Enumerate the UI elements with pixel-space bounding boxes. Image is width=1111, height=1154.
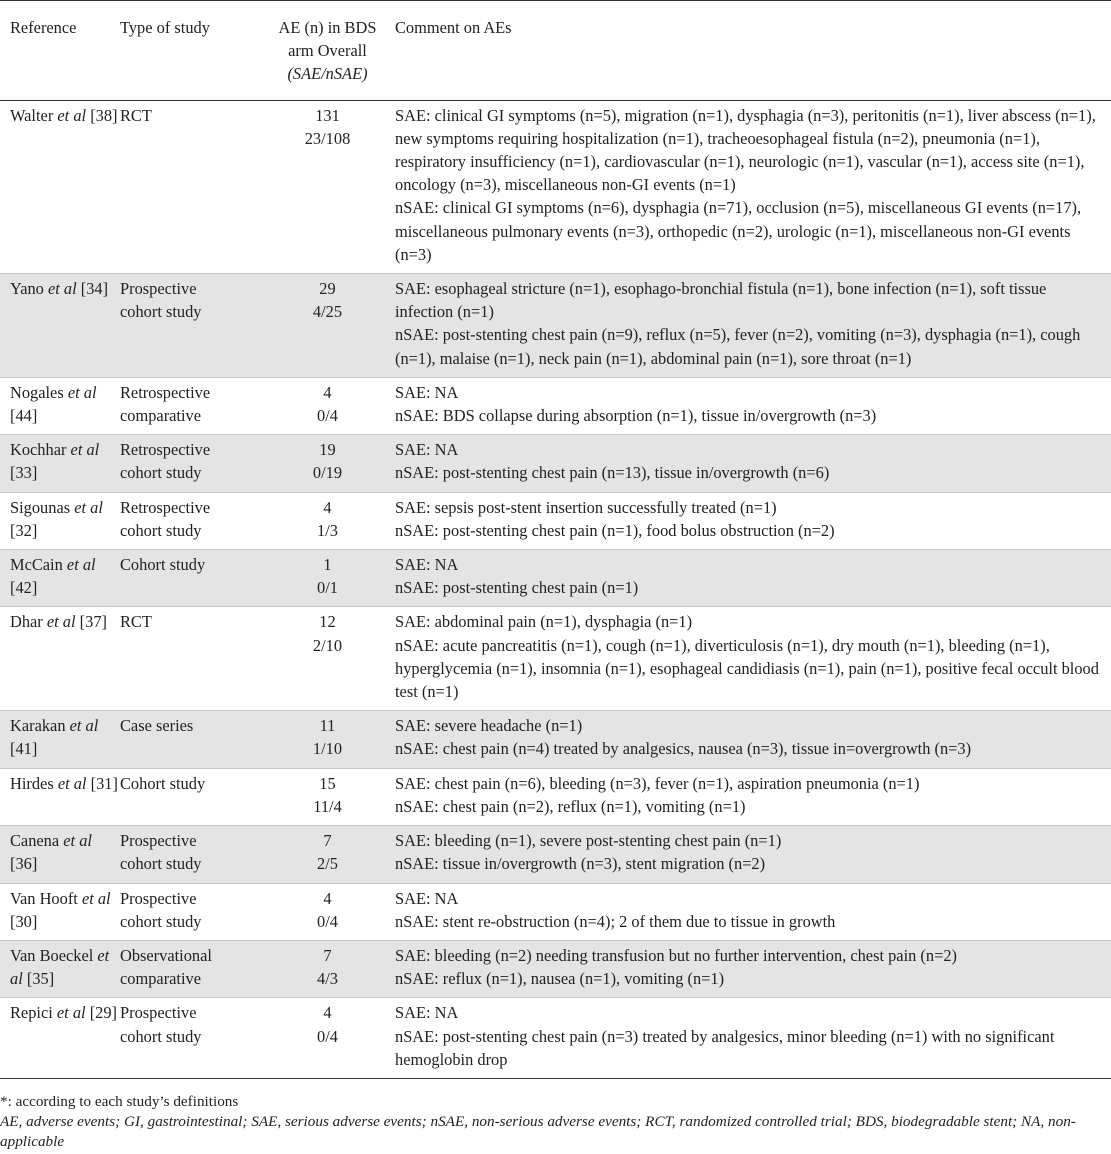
cell-comment [395, 768, 1111, 825]
comment-sae: SAE: bleeding (n=1), severe post-stenting chest pain (n=1) [395, 831, 782, 851]
ae-overall: 12 [319, 612, 336, 632]
reference-etal: et al [46, 612, 76, 632]
reference-author: Van Boeckel [10, 945, 94, 965]
comment-nsae: nSAE: post-stenting chest pain (n=1), food bolus obstruction (n=2) [395, 520, 835, 540]
comment-nsae: nSAE: post-stenting chest pain (n=1) [395, 578, 639, 598]
comment-sae: SAE: bleeding (n=2) needing transfusion but no further intervention, chest pain (n=2) [395, 945, 957, 965]
study-type-line1: Retrospective [120, 440, 211, 460]
reference-citation: [30] [10, 911, 38, 931]
cell-study-type [120, 550, 260, 607]
comment-sae: SAE: esophageal stricture (n=1), esophago-bronchial fistula (n=1), bone infection (n=1), soft tissue infection (n=1) [395, 279, 1047, 322]
table-row [0, 492, 1111, 549]
reference-citation: [44] [10, 406, 38, 426]
footnote-definition: *: according to each study’s definitions [0, 1093, 239, 1110]
ae-sae-nsae: 1/3 [317, 520, 338, 540]
reference-citation: [41] [10, 739, 38, 759]
comment-sae: SAE: clinical GI symptoms (n=5), migration (n=1), dysphagia (n=3), peritonitis (n=1), liver abscess (n=1), new symptoms requiring hospitalization (n=1), tracheoesophageal fistula (n=2), pneumonia (n=1), respiratory insufficiency (n=1), cardiovascular (n=1), neurologic (n=1), vascular (n=1), access site (n=1), oncology (n=3), miscellaneous non-GI events (n=1) [395, 105, 1096, 195]
footnote-abbreviations: AE, adverse events; GI, gastrointestinal; SAE, serious adverse events; nSAE, non-serious adverse events; RCT, randomized controlled trial; BDS, biodegradable stent; NA, non-applicable [0, 1113, 1076, 1150]
cell-comment [395, 377, 1111, 434]
cell-ae-count [260, 100, 395, 273]
study-type-line1: Cohort study [120, 773, 206, 793]
reference-etal: et al [66, 555, 96, 575]
cell-reference [0, 550, 120, 607]
ae-sae-nsae: 0/4 [317, 911, 338, 931]
ae-sae-nsae: 2/10 [312, 635, 343, 655]
reference-etal: et al [47, 279, 77, 299]
ae-overall: 4 [323, 382, 332, 402]
study-type-line1: RCT [120, 612, 152, 632]
reference-author: Kochhar [10, 440, 67, 460]
ae-overall: 4 [323, 888, 332, 908]
reference-citation: [36] [10, 854, 38, 874]
cell-ae-count [260, 607, 395, 711]
comment-nsae: nSAE: reflux (n=1), nausea (n=1), vomiting (n=1) [395, 969, 725, 989]
cell-study-type [120, 998, 260, 1079]
comment-sae: SAE: NA [395, 382, 459, 402]
comment-sae: SAE: abdominal pain (n=1), dysphagia (n=1) [395, 612, 693, 632]
comment-sae: SAE: NA [395, 555, 459, 575]
reference-etal: et al [56, 1003, 86, 1023]
cell-ae-count [260, 940, 395, 997]
cell-study-type [120, 768, 260, 825]
study-type-line2: cohort study [120, 1026, 202, 1046]
comment-sae: SAE: severe headache (n=1) [395, 716, 583, 736]
header-ae-line2: arm Overall [288, 41, 367, 61]
ae-sae-nsae: 11/4 [313, 796, 342, 816]
ae-sae-nsae: 0/1 [317, 578, 338, 598]
study-type-line1: Cohort study [120, 555, 206, 575]
comment-sae: SAE: sepsis post-stent insertion successfully treated (n=1) [395, 497, 777, 517]
header-ae-line1: AE (n) in BDS [278, 18, 377, 37]
cell-comment [395, 274, 1111, 378]
comment-sae: SAE: NA [395, 440, 459, 460]
study-type-line1: Prospective [120, 279, 197, 299]
reference-citation: [34] [80, 279, 109, 299]
table-row [0, 377, 1111, 434]
reference-etal: et al [57, 105, 87, 125]
reference-citation: [37] [79, 612, 107, 632]
study-type-line1: Retrospective [120, 497, 211, 517]
cell-study-type [120, 607, 260, 711]
reference-author: Karakan [10, 716, 66, 736]
header-reference: Reference [10, 18, 77, 37]
ae-sae-nsae: 4/25 [312, 302, 343, 322]
ae-sae-nsae: 0/4 [317, 406, 338, 426]
cell-reference [0, 826, 120, 883]
ae-overall: 7 [323, 945, 332, 965]
study-type-line1: Prospective [120, 831, 197, 851]
header-ae-count [260, 1, 395, 101]
reference-etal: et al [63, 831, 92, 851]
table-row [0, 274, 1111, 378]
reference-citation: [42] [10, 578, 38, 598]
reference-citation: [33] [10, 463, 38, 483]
study-type-line1: RCT [120, 105, 152, 125]
comment-nsae: nSAE: post-stenting chest pain (n=13), tissue in/overgrowth (n=6) [395, 463, 830, 483]
cell-reference [0, 883, 120, 940]
table-footnotes [0, 1092, 1100, 1152]
table-row [0, 435, 1111, 492]
cell-ae-count [260, 435, 395, 492]
comment-nsae: nSAE: post-stenting chest pain (n=9), reflux (n=5), fever (n=2), vomiting (n=3), dysphagia (n=1), cough (n=1), malaise (n=1), neck pain (n=1), abdominal pain (n=1), sore throat (n=1) [395, 325, 1081, 368]
reference-citation: [29] [89, 1003, 118, 1023]
reference-author: Hirdes [10, 773, 54, 793]
cell-reference [0, 768, 120, 825]
reference-etal: et al [81, 888, 111, 908]
reference-author: Canena [10, 831, 60, 851]
study-type-line2: cohort study [120, 911, 202, 931]
comment-sae: SAE: NA [395, 888, 459, 908]
reference-author: Dhar [10, 612, 43, 632]
cell-comment [395, 435, 1111, 492]
reference-citation: [31] [90, 773, 118, 793]
study-type-line1: Case series [120, 716, 194, 736]
cell-reference [0, 998, 120, 1079]
ae-overall: 11 [319, 716, 336, 736]
ae-overall: 131 [315, 105, 340, 125]
ae-overall: 19 [319, 440, 336, 460]
cell-ae-count [260, 883, 395, 940]
comment-nsae: nSAE: stent re-obstruction (n=4); 2 of them due to tissue in growth [395, 911, 836, 931]
cell-study-type [120, 826, 260, 883]
reference-citation: [35] [26, 969, 55, 989]
comment-nsae: nSAE: tissue in/overgrowth (n=3), stent migration (n=2) [395, 854, 766, 874]
comment-nsae: nSAE: post-stenting chest pain (n=3) treated by analgesics, minor bleeding (n=1) with no significant hemoglobin drop [395, 1026, 1055, 1069]
cell-study-type [120, 711, 260, 768]
comment-nsae: nSAE: chest pain (n=4) treated by analgesics, nausea (n=3), tissue in=overgrowth (n=3) [395, 739, 972, 759]
study-type-line2: cohort study [120, 520, 202, 540]
ae-overall: 29 [319, 279, 336, 299]
header-ae-line3: (SAE/nSAE) [287, 64, 368, 84]
cell-ae-count [260, 711, 395, 768]
reference-author: Yano [10, 279, 44, 299]
reference-author: McCain [10, 555, 63, 575]
cell-reference [0, 377, 120, 434]
reference-etal: et al [10, 945, 110, 989]
table-row [0, 998, 1111, 1079]
study-type-line1: Observational [120, 945, 212, 965]
cell-study-type [120, 274, 260, 378]
cell-study-type [120, 883, 260, 940]
cell-comment [395, 100, 1111, 273]
cell-reference [0, 274, 120, 378]
cell-comment [395, 998, 1111, 1079]
cell-ae-count [260, 274, 395, 378]
study-type-line1: Prospective [120, 888, 197, 908]
table-row [0, 768, 1111, 825]
header-type-of-study: Type of study [120, 18, 210, 37]
reference-etal: et al [74, 497, 103, 517]
reference-citation: [32] [10, 520, 38, 540]
ae-overall: 4 [323, 1003, 332, 1023]
reference-author: Nogales [10, 382, 64, 402]
ae-overall: 1 [323, 555, 332, 575]
table-row [0, 550, 1111, 607]
header-row [0, 1, 1111, 101]
cell-comment [395, 883, 1111, 940]
cell-comment [395, 492, 1111, 549]
ae-overall: 7 [323, 831, 332, 851]
cell-comment [395, 607, 1111, 711]
ae-sae-nsae: 2/5 [317, 854, 338, 874]
table-row [0, 607, 1111, 711]
reference-etal: et al [69, 716, 99, 736]
reference-author: Repici [10, 1003, 53, 1023]
study-type-line2: comparative [120, 969, 202, 989]
cell-ae-count [260, 377, 395, 434]
reference-author: Walter [10, 105, 54, 125]
cell-study-type [120, 377, 260, 434]
cell-comment [395, 940, 1111, 997]
reference-etal: et al [67, 382, 97, 402]
reference-author: Van Hooft [10, 888, 78, 908]
ae-sae-nsae: 0/4 [317, 1026, 338, 1046]
comment-sae: SAE: chest pain (n=6), bleeding (n=3), fever (n=1), aspiration pneumonia (n=1) [395, 773, 920, 793]
cell-ae-count [260, 998, 395, 1079]
cell-reference [0, 100, 120, 273]
reference-etal: et al [70, 440, 100, 460]
cell-comment [395, 711, 1111, 768]
table-row [0, 883, 1111, 940]
cell-ae-count [260, 492, 395, 549]
ae-overall: 4 [323, 497, 332, 517]
study-type-line2: cohort study [120, 854, 202, 874]
header-comment: Comment on AEs [395, 18, 512, 37]
cell-study-type [120, 940, 260, 997]
comment-nsae: nSAE: BDS collapse during absorption (n=1), tissue in/overgrowth (n=3) [395, 406, 877, 426]
cell-reference [0, 940, 120, 997]
cell-study-type [120, 435, 260, 492]
ae-sae-nsae: 4/3 [317, 969, 338, 989]
table-row [0, 940, 1111, 997]
study-type-line2: comparative [120, 406, 202, 426]
reference-etal: et al [57, 773, 87, 793]
ae-sae-nsae: 23/108 [304, 128, 351, 148]
table-row [0, 100, 1111, 273]
comment-nsae: nSAE: acute pancreatitis (n=1), cough (n=1), diverticulosis (n=1), dry mouth (n=1), bleeding (n=1), hyperglycemia (n=1), insomnia (n=1), esophageal candidiasis (n=1), pain (n=1), positive fecal occult blood test (n=1) [395, 635, 1099, 702]
study-type-line2: cohort study [120, 463, 202, 483]
cell-reference [0, 607, 120, 711]
cell-comment [395, 826, 1111, 883]
comment-sae: SAE: NA [395, 1003, 459, 1023]
ae-overall: 15 [319, 773, 336, 793]
comment-nsae: nSAE: chest pain (n=2), reflux (n=1), vomiting (n=1) [395, 796, 746, 816]
cell-study-type [120, 100, 260, 273]
cell-reference [0, 492, 120, 549]
study-type-line2: cohort study [120, 302, 202, 322]
table-row [0, 826, 1111, 883]
ae-sae-nsae: 1/10 [312, 739, 343, 759]
cell-reference [0, 711, 120, 768]
cell-ae-count [260, 768, 395, 825]
ae-sae-nsae: 0/19 [312, 463, 343, 483]
study-type-line1: Prospective [120, 1003, 197, 1023]
reference-author: Sigounas [10, 497, 71, 517]
reference-citation: [38] [90, 105, 118, 125]
cell-reference [0, 435, 120, 492]
comment-nsae: nSAE: clinical GI symptoms (n=6), dysphagia (n=71), occlusion (n=5), miscellaneous GI events (n=17), miscellaneous pulmonary events (n=3), orthopedic (n=2), urologic (n=1), miscellaneous non-GI events (n=3) [395, 198, 1082, 264]
table-body [0, 100, 1111, 1078]
cell-study-type [120, 492, 260, 549]
table-row [0, 711, 1111, 768]
study-type-line1: Retrospective [120, 382, 211, 402]
cell-comment [395, 550, 1111, 607]
cell-ae-count [260, 826, 395, 883]
cell-ae-count [260, 550, 395, 607]
